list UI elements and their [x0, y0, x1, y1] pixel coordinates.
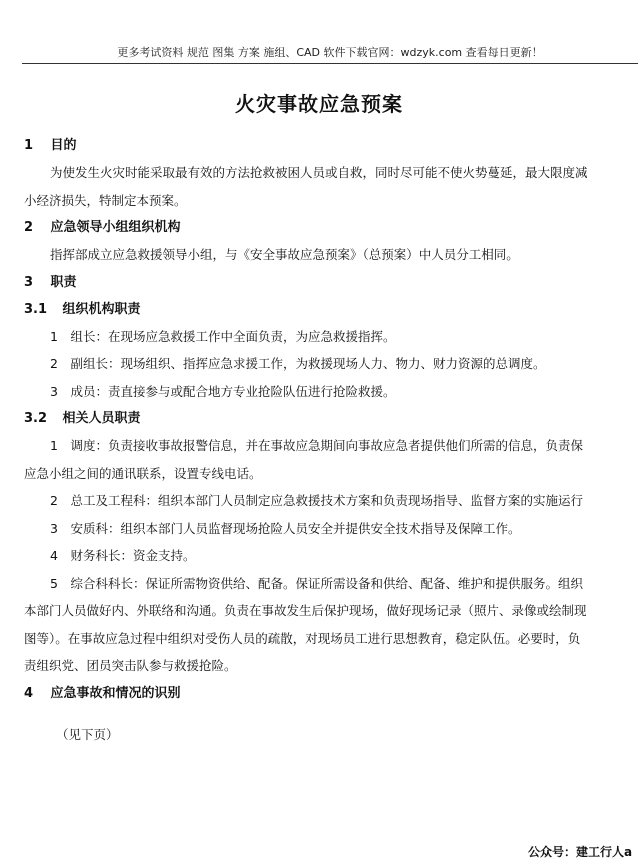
- section-1-line-2: 小经济损失，特制定本预案。: [24, 192, 187, 208]
- header-divider: [22, 63, 638, 64]
- document-title: 火灾事故应急预案: [235, 92, 403, 116]
- list-item: 1 调度：负责接收事故报警信息，并在事故应急期间向事故应急者提供他们所需的信息，负责保: [50, 438, 583, 453]
- footer-watermark: 公众号：建工行人a: [528, 845, 633, 859]
- list-item-continuation: 应急小组之间的通讯联系，设置专线电话。: [24, 465, 262, 481]
- list-item: 2 副组长：现场组织、指挥应急求援工作，为救援现场人力、物力、财力资源的总调度。: [50, 356, 546, 371]
- section-3-1-heading: 3.1 组织机构职责: [24, 301, 141, 317]
- document-body: [24, 132, 638, 743]
- list-item: 5 综合科科长：保证所需物资供给、配备。保证所需设备和供给、配备、维护和提供服务。组织: [50, 575, 583, 591]
- page-header: 更多考试资料 规范 图集 方案 施组、CAD 软件下载官网：wdzyk.com 查看每日更新！: [117, 46, 543, 59]
- section-2-line-1: 指挥部成立应急救援领导小组，与《安全事故应急预案》（总预案）中人员分工相同。: [50, 247, 519, 262]
- list-item: 4 财务科长：资金支持。: [50, 548, 196, 563]
- section-1-line-1: 为使发生火灾时能采取最有效的方法抢救被困人员或自救，同时尽可能不使火势蔓延，最大限度减: [50, 165, 588, 180]
- list-item: 3 安质科：组织本部门人员监督现场抢险人员安全并提供安全技术指导及保障工作。: [50, 520, 521, 536]
- section-3-heading: 3 职责: [24, 274, 77, 290]
- list-item: 2 总工及工程科：组织本部门人员制定应急救援技术方案和负责现场指导、监督方案的实施运行: [50, 493, 583, 508]
- section-3-2-heading: 3.2 相关人员职责: [24, 411, 141, 426]
- list-item-continuation: 图等）。在事故应急过程中组织对受伤人员的疏散，对现场员工进行思想教育，稳定队伍。必要时，负: [24, 630, 581, 646]
- list-item-continuation: 责组织党、团员突击队参与救援抢险。: [24, 658, 237, 673]
- list-item: 1 组长：在现场应急救援工作中全面负责，为应急救援指挥。: [50, 328, 396, 344]
- section-1-heading: 1 目的: [24, 138, 77, 153]
- section-4-heading: 4 应急事故和情况的识别: [24, 685, 181, 701]
- section-2-heading: 2 应急领导小组组织机构: [24, 220, 181, 235]
- list-item-continuation: 本部门人员做好内、外联络和沟通。负责在事故发生后保护现场，做好现场记录（照片、录像或绘制现: [24, 603, 587, 618]
- see-next-page-note: （见下页）: [56, 726, 119, 742]
- list-item: 3 成员：责直接参与或配合地方专业抢险队伍进行抢险救援。: [50, 383, 396, 399]
